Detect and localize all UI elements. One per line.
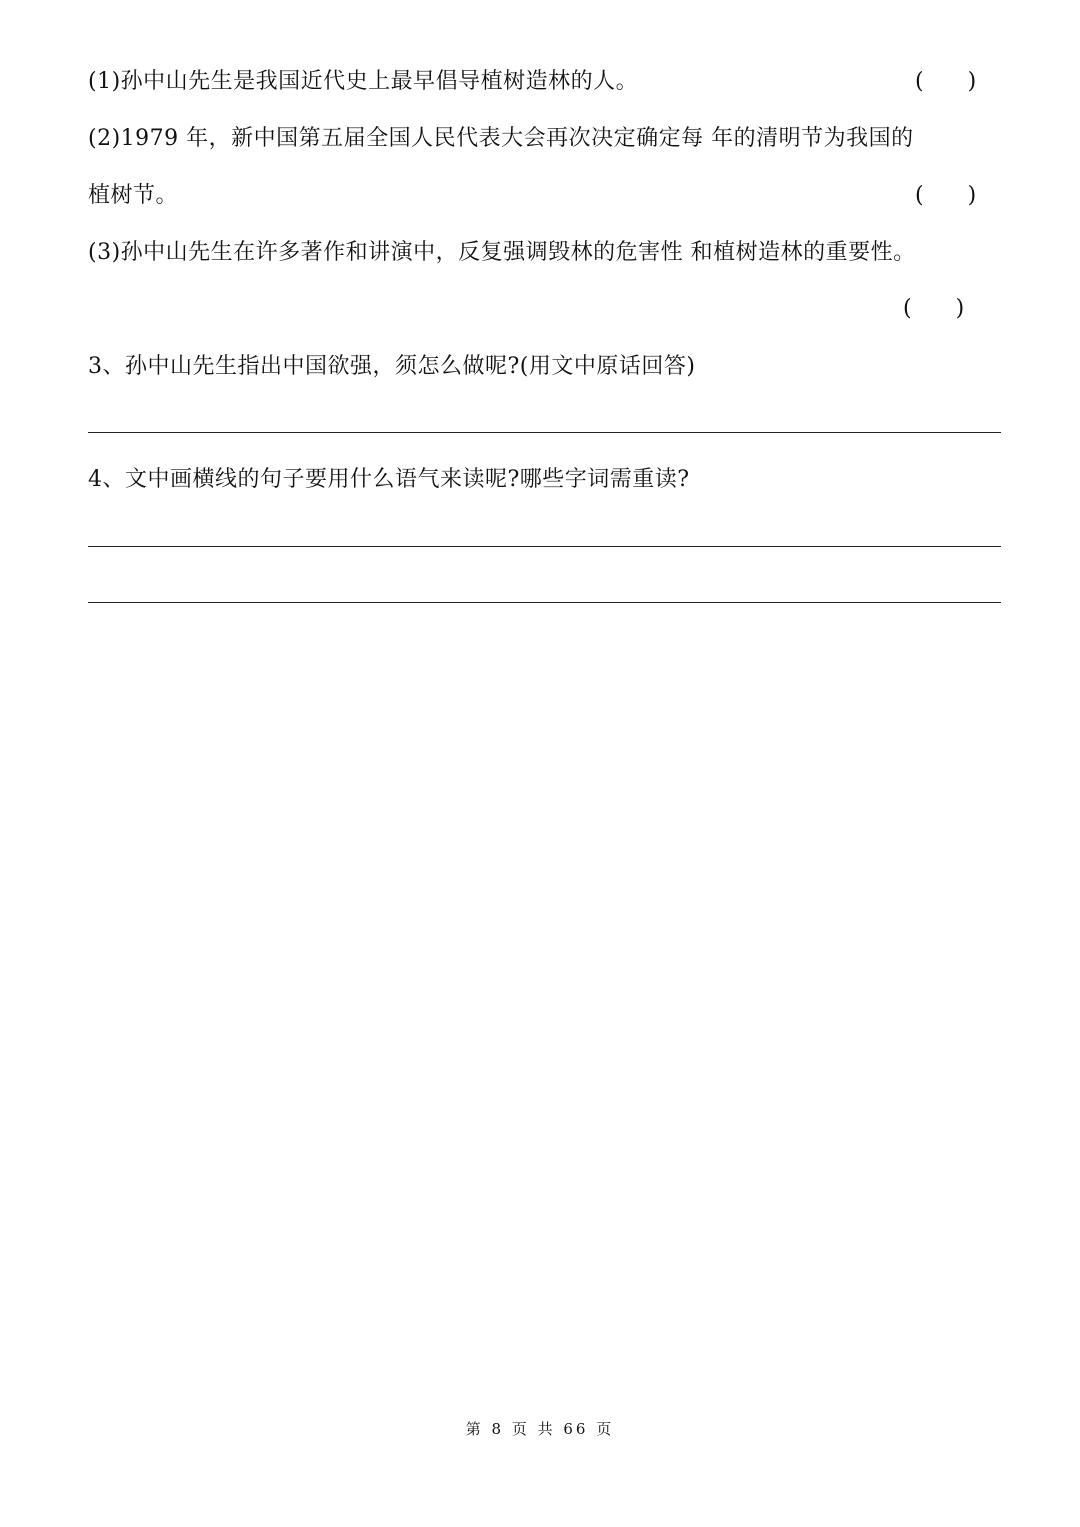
question-3: 3、孙中山先生指出中国欲强，须怎么做呢?(用文中原话回答) [88,354,696,379]
answer-paren-1[interactable]: ( ) [915,69,977,94]
answer-line-q3[interactable] [88,432,1001,433]
answer-line-q4-1[interactable] [88,546,1001,547]
page-footer: 第 8 页 共 66 页 [465,1420,615,1438]
answer-paren-2[interactable]: ( ) [915,183,977,208]
question-2-2-line2: 植树节。 [88,183,179,208]
question-2-1: (1)孙中山先生是我国近代史上最早倡导植树造林的人。 [88,69,639,94]
answer-line-q4-2[interactable] [88,602,1001,603]
question-2-2-line1: (2)1979 年，新中国第五届全国人民代表大会再次决定确定每 年的清明节为我国的 [88,126,914,151]
answer-paren-3[interactable]: ( ) [903,296,965,321]
question-4: 4、文中画横线的句子要用什么语气来读呢?哪些字词需重读? [88,467,690,492]
question-2-3: (3)孙中山先生在许多著作和讲演中，反复强调毁林的危害性 和植树造林的重要性。 [88,240,916,265]
